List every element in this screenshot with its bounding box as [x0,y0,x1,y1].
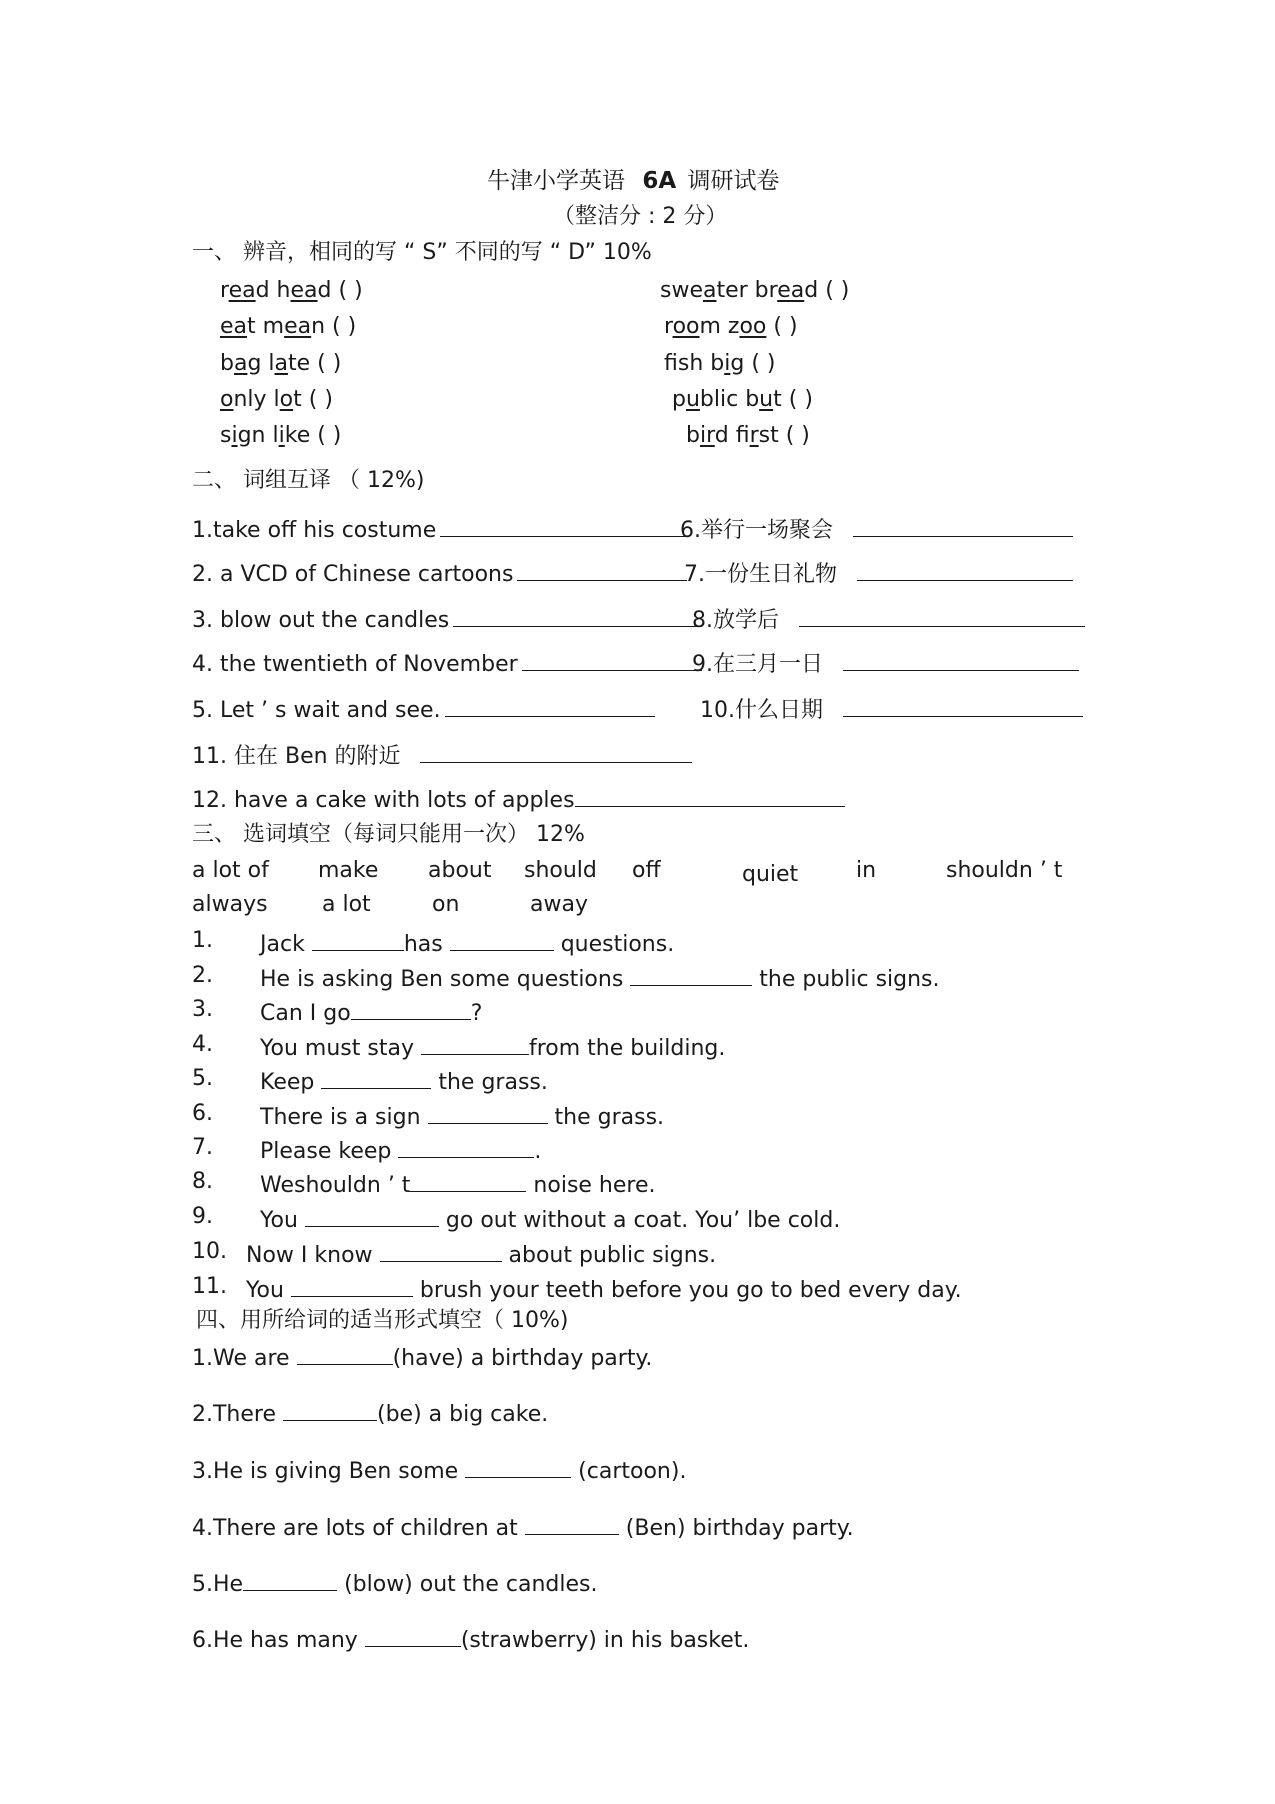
fill-item-4 [192,1514,854,1540]
underlined-letters: u [685,387,700,412]
answer-blank[interactable] [630,965,752,986]
question-text [260,965,940,991]
word-part: gn l [237,423,279,448]
answer-blank[interactable] [453,606,699,627]
title-suffix: 调研试卷 [687,168,780,194]
answer-blank[interactable] [351,999,471,1020]
section3-heading: 三、 选词填空（每词只能用一次） 12% [192,822,585,847]
underlined-letters: a [274,351,289,376]
phrase-item-6 [680,516,1073,542]
phrase-item-2 [192,560,687,586]
underlined-letters: i [231,423,238,448]
word-part: d ( ) [317,278,363,303]
answer-blank[interactable] [525,1514,619,1535]
question-part: Please keep [260,1139,399,1164]
word-bank-item: a lot [322,892,371,917]
question-text [260,1068,548,1094]
answer-blank[interactable] [428,1103,548,1124]
phrase-item-11 [192,742,692,768]
sound-pair-right [660,280,849,302]
sound-pair-right [686,425,810,447]
word-bank-item: off [632,858,661,883]
question-text [260,1103,664,1129]
question-number: 1. [192,928,213,953]
word-part: b [220,351,234,376]
question-text [260,1206,840,1232]
question-part: ? [470,1001,483,1026]
underlined-letters: ir [699,423,715,448]
word-part: t m [247,314,285,339]
fill-text: (be) a big cake. [377,1402,549,1427]
fill-text: 2.There [192,1402,283,1427]
question-part: the grass. [431,1070,548,1095]
word-part: blic b [699,387,760,412]
sound-pair-left [220,389,333,411]
underlined-letters: oo [739,314,767,339]
answer-blank[interactable] [380,1241,502,1262]
fill-item-2 [192,1400,548,1426]
underlined-letters: ea [290,278,318,303]
fill-text: 1.We are [192,1346,297,1371]
phrase-text: 4. the twentieth of November [192,652,518,677]
fill-item-6 [192,1626,749,1652]
word-part: d ( ) [804,278,850,303]
question-part: has [403,932,450,957]
word-bank-item: make [318,858,379,883]
title-prefix: 牛津小学英语 [487,168,625,194]
answer-blank[interactable] [398,1137,534,1158]
phrase-text: 11. 住在 Ben 的附近 [192,744,401,769]
word-part: sh b [677,351,725,376]
question-part: There is a sign [260,1105,428,1130]
phrase-text: 6.举行一场聚会 [680,518,833,543]
word-bank-item: quiet [742,862,799,887]
word-part: ( ) [766,314,798,339]
fill-text: 3.He is giving Ben some [192,1459,466,1484]
question-part: You [246,1278,291,1303]
answer-blank[interactable] [799,606,1085,627]
fill-text: 5.He [192,1572,244,1597]
underlined-letters: oo [672,314,700,339]
word-part: r [220,278,229,303]
question-number: 10. [192,1239,227,1264]
fill-text: (strawberry) in his basket. [460,1628,750,1653]
underlined-letters: a [703,278,717,303]
answer-blank[interactable] [243,1570,337,1591]
underlined-letters: ea [220,314,248,339]
question-text [246,1241,716,1267]
phrase-item-8 [692,606,1085,632]
phrase-text: 5. Let ’ s wait and see. [192,698,441,723]
word-part: st ( ) [758,423,810,448]
question-part: from the building. [528,1036,726,1061]
fill-text: (cartoon). [571,1459,687,1484]
phrase-item-12 [192,786,845,812]
question-number: 7. [192,1135,213,1160]
phrase-text: 9.在三月一日 [692,652,823,677]
answer-blank[interactable] [297,1344,393,1365]
answer-blank[interactable] [522,650,702,671]
word-part: t ( ) [293,387,333,412]
answer-blank[interactable] [853,516,1073,537]
question-part: Weshouldn ’ t [260,1173,411,1198]
underlined-letters: o [279,387,294,412]
question-number: 6. [192,1101,213,1126]
question-part: . [534,1139,542,1164]
answer-blank[interactable] [365,1626,461,1647]
word-part: te ( ) [288,351,342,376]
question-part: He is asking Ben some questions [260,967,631,992]
underlined-letters: a [233,351,248,376]
word-bank-item: about [428,858,492,883]
answer-blank[interactable] [291,1276,413,1297]
sound-pair-right [664,316,798,338]
word-part: g ( ) [730,351,776,376]
word-part: f [664,351,678,376]
word-bank-item: a lot of [192,858,269,883]
answer-blank[interactable] [283,1400,377,1421]
question-text [260,999,482,1025]
answer-blank[interactable] [517,560,687,581]
fill-text: 4.There are lots of children at [192,1516,525,1541]
question-number: 5. [192,1066,213,1091]
question-part: Jack [260,932,312,957]
word-part: ter br [716,278,778,303]
answer-blank[interactable] [450,930,554,951]
question-number: 3. [192,997,213,1022]
sound-pair-left [220,353,341,375]
word-part: n ( ) [311,314,357,339]
question-part: You must stay [260,1036,421,1061]
underlined-letters: i [724,351,731,376]
word-bank-item: on [432,892,460,917]
word-part: ke ( ) [284,423,342,448]
question-text [260,930,674,956]
sound-pair-left [220,280,363,302]
question-part: Can I go [260,1001,351,1026]
question-part: the grass. [547,1105,665,1130]
question-part: Now I know [246,1243,380,1268]
phrase-text: 10.什么日期 [700,698,823,723]
sound-pair-left [220,316,356,338]
question-text [260,1171,656,1197]
answer-blank[interactable] [305,1206,439,1227]
word-part: nly l [233,387,280,412]
fill-text: (Ben) birthday party. [618,1516,854,1541]
underlined-letters: ea [284,314,312,339]
page-title [487,170,779,193]
phrase-item-4 [192,650,702,676]
word-part: s [220,423,232,448]
page-subtitle: （整洁分 : 2 分） [553,204,728,229]
phrase-text: 7.一份生日礼物 [684,562,837,587]
phrase-text: 2. a VCD of Chinese cartoons [192,562,514,587]
fill-item-1 [192,1344,652,1370]
word-part: t ( ) [773,387,813,412]
answer-blank[interactable] [410,1171,526,1192]
question-part: the public signs. [752,967,940,992]
answer-blank[interactable] [857,560,1073,581]
section1-heading: 一、 辨音，相同的写 “ S” 不同的写 “ D” 10% [192,240,652,265]
phrase-item-7 [684,560,1073,586]
question-part: brush your teeth before you go to bed every day. [412,1278,962,1303]
underlined-letters: ir [749,423,759,448]
section2-heading: 二、 词组互译 （ 12%) [192,468,425,493]
fill-text: (have) a birthday party. [392,1346,653,1371]
phrase-item-9 [692,650,1079,676]
question-text [260,1137,541,1163]
phrase-item-10 [700,696,1083,722]
underlined-letters: ea [228,278,256,303]
fill-item-5 [192,1570,597,1596]
word-part: swe [660,278,703,303]
phrase-item-5 [192,696,655,722]
word-bank-item: in [856,858,877,883]
section4-heading: 四、用所给词的适当形式填空（ 10%) [196,1308,569,1333]
fill-text: 6.He has many [192,1628,365,1653]
question-part: go out without a coat. You’ lbe cold. [438,1208,841,1233]
question-text [246,1276,962,1302]
sound-pair-right [672,389,813,411]
answer-blank[interactable] [843,650,1079,671]
answer-blank[interactable] [440,516,686,537]
phrase-item-3 [192,606,699,632]
phrase-text: 3. blow out the candles [192,608,450,633]
phrase-item-1 [192,516,686,542]
word-part: b [686,423,700,448]
question-number: 4. [192,1032,213,1057]
question-part: Keep [260,1070,322,1095]
word-part: r [664,314,673,339]
fill-text: (blow) out the candles. [337,1572,598,1597]
underlined-letters: o [220,387,234,412]
answer-blank[interactable] [321,1068,431,1089]
question-number: 2. [192,963,213,988]
sound-pair-right [664,353,775,375]
answer-blank[interactable] [843,696,1083,717]
answer-blank[interactable] [465,1457,571,1478]
word-bank-item: should [524,858,597,883]
question-part: noise here. [526,1173,656,1198]
title-grade: 6A [642,168,677,194]
word-bank-item: away [530,892,588,917]
answer-blank[interactable] [312,930,404,951]
answer-blank[interactable] [445,696,655,717]
word-part: g l [247,351,275,376]
word-part: m z [699,314,740,339]
question-number: 9. [192,1204,213,1229]
answer-blank[interactable] [575,786,845,807]
word-part: d h [255,278,291,303]
answer-blank[interactable] [421,1034,529,1055]
word-part: p [672,387,686,412]
word-part: d f [714,423,750,448]
question-part: You [260,1208,305,1233]
underlined-letters: i [278,423,285,448]
underlined-letters: ea [777,278,805,303]
answer-blank[interactable] [420,742,692,763]
word-bank-item: shouldn ’ t [946,858,1063,883]
question-part: questions. [553,932,675,957]
question-part: about public signs. [501,1243,717,1268]
word-bank-item: always [192,892,268,917]
question-number: 8. [192,1169,213,1194]
fill-item-3 [192,1457,686,1483]
phrase-text: 1.take off his costume [192,518,437,543]
sound-pair-left [220,425,341,447]
phrase-text: 8.放学后 [692,608,779,633]
question-text [260,1034,725,1060]
question-number: 11. [192,1274,227,1299]
underlined-letters: u [759,387,774,412]
phrase-text: 12. have a cake with lots of apples [192,788,575,813]
